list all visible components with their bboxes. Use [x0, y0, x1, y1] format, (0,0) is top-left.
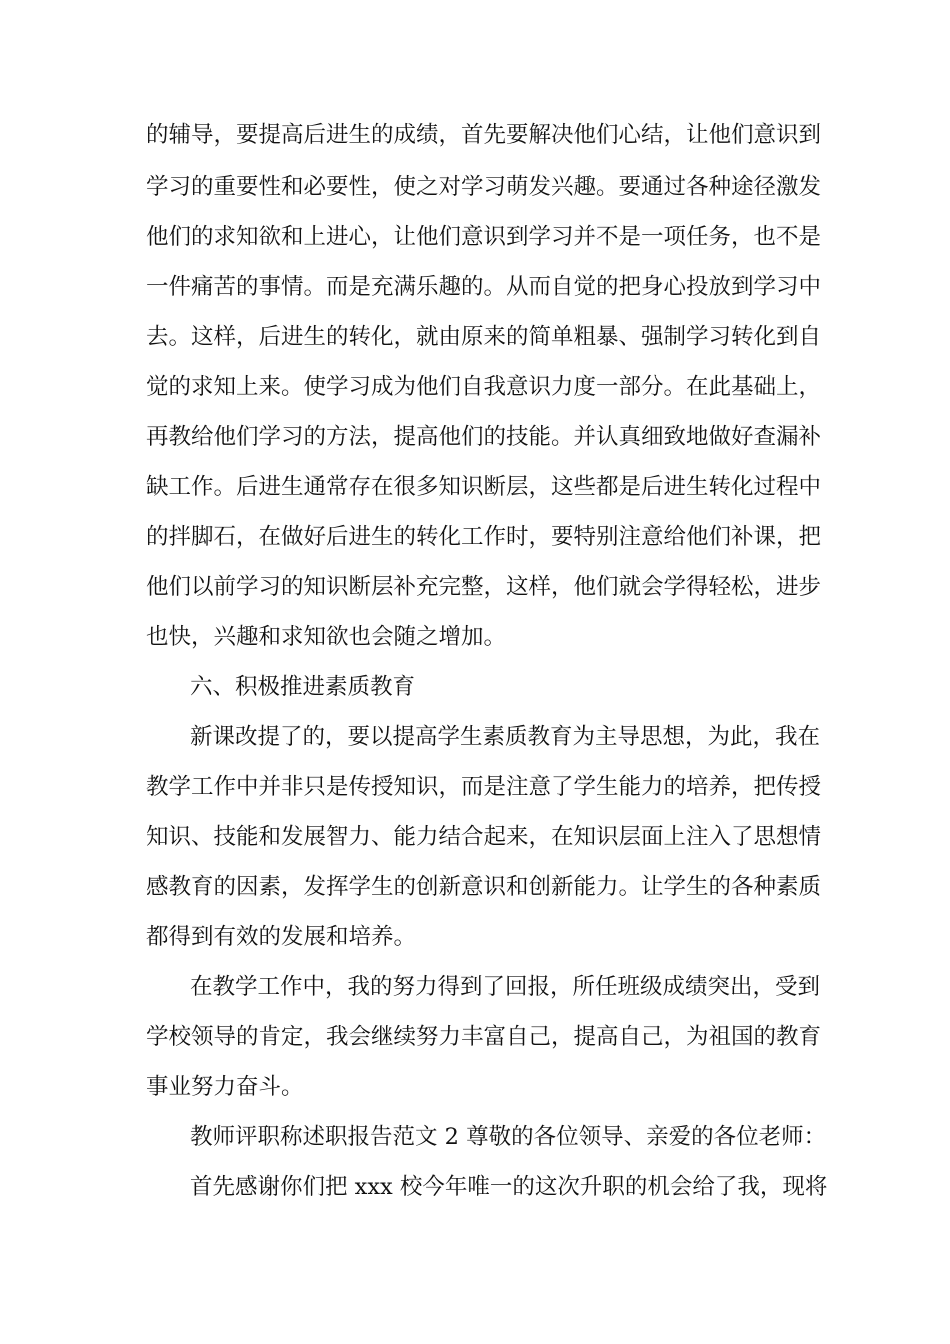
text-line: 的辅导，要提高后进生的成绩，首先要解决他们心结，让他们意识到 — [146, 122, 822, 148]
text-line: 在教学工作中，我的努力得到了回报，所任班级成绩突出，受到 — [190, 974, 821, 1000]
text-line: 教师评职称述职报告范文 2 尊敬的各位领导、亲爱的各位老师： — [190, 1124, 827, 1150]
text-line: 也快，兴趣和求知欲也会随之增加。 — [146, 624, 507, 650]
text-line: 去。这样，后进生的转化，就由原来的简单粗暴、强制学习转化到自 — [146, 324, 822, 350]
text-line: 他们的求知欲和上进心，让他们意识到学习并不是一项任务，也不是 — [146, 224, 822, 250]
text-line: 知识、技能和发展智力、能力结合起来，在知识层面上注入了思想情 — [146, 824, 822, 850]
text-line: 首先感谢你们把 xxx 校今年唯一的这次升职的机会给了我，现将 — [190, 1174, 828, 1200]
text-line: 学校领导的肯定，我会继续努力丰富自己，提高自己，为祖国的教育 — [146, 1024, 822, 1050]
text-line: 他们以前学习的知识断层补充完整，这样，他们就会学得轻松，进步 — [146, 574, 822, 600]
text-line: 都得到有效的发展和培养。 — [146, 924, 417, 950]
text-line: 事业努力奋斗。 — [146, 1074, 304, 1100]
text-line: 再教给他们学习的方法，提高他们的技能。并认真细致地做好查漏补 — [146, 424, 822, 450]
text-line: 新课改提了的，要以提高学生素质教育为主导思想，为此，我在 — [190, 724, 821, 750]
text-line: 教学工作中并非只是传授知识，而是注意了学生能力的培养，把传授 — [146, 774, 822, 800]
text-line: 一件痛苦的事情。而是充满乐趣的。从而自觉的把身心投放到学习中 — [146, 274, 822, 300]
text-line: 感教育的因素，发挥学生的创新意识和创新能力。让学生的各种素质 — [146, 874, 822, 900]
text-line: 的拌脚石，在做好后进生的转化工作时，要特别注意给他们补课，把 — [146, 524, 822, 550]
section-heading: 六、积极推进素质教育 — [190, 674, 416, 700]
text-line: 觉的求知上来。使学习成为他们自我意识力度一部分。在此基础上， — [146, 374, 822, 400]
text-line: 学习的重要性和必要性，使之对学习萌发兴趣。要通过各种途径激发 — [146, 174, 822, 200]
text-line: 缺工作。后进生通常存在很多知识断层，这些都是后进生转化过程中 — [146, 474, 822, 500]
